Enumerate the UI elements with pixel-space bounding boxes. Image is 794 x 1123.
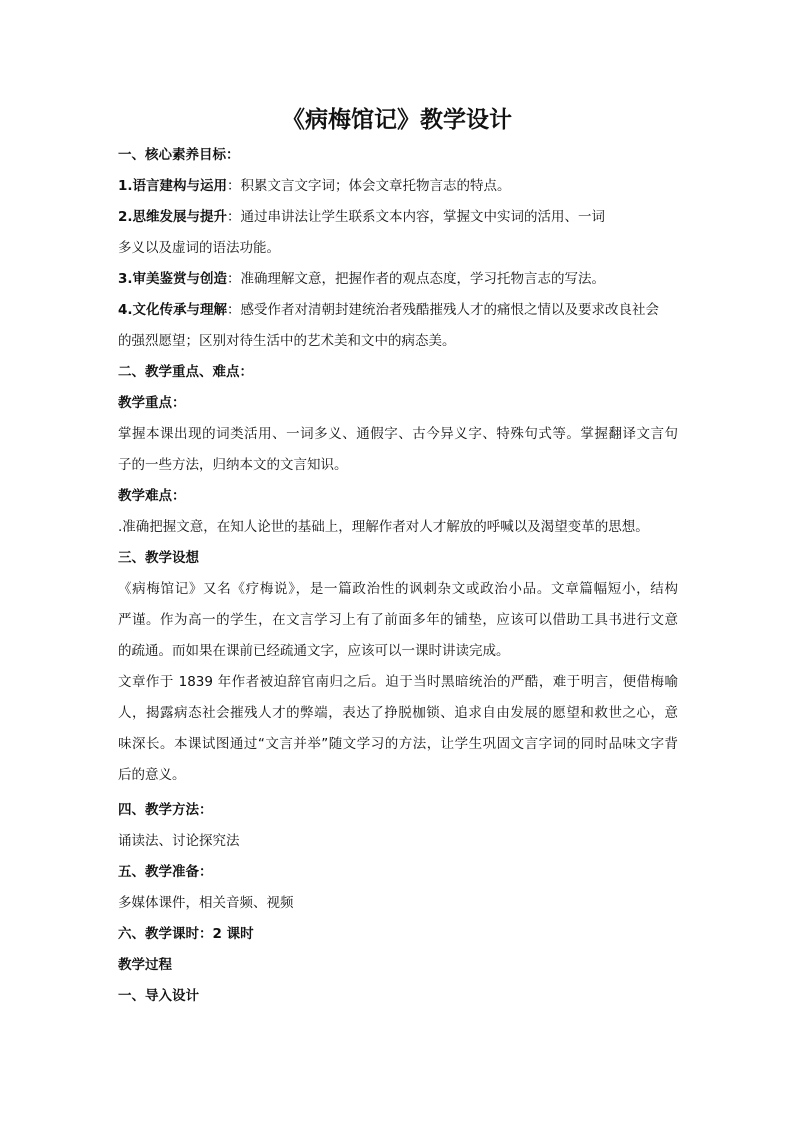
goal-2-label: 2.思维发展与提升 bbox=[118, 209, 228, 225]
goal-item-3 bbox=[118, 269, 605, 289]
key-points-text: 掌握本课出现的词类活用、一词多义、通假字、古今异义字、特殊句式等。掌握翻译文言句 bbox=[118, 426, 678, 442]
goal-1-text: ：积累文言文字词；体会文章托物言志的特点。 bbox=[227, 178, 511, 194]
concept-paragraph-2-line-3: 味深长。本课试图通过“文言并举”随文学习的方法，让学生巩固文言字词的同时品味文字背 bbox=[118, 736, 678, 752]
preparation-text: 多媒体课件，相关音频、视频 bbox=[118, 895, 294, 911]
goal-4-text-continued: 的强烈愿望；区别对待生活中的艺术美和文中的病态美。 bbox=[118, 333, 456, 349]
goal-2-text: ：通过串讲法让学生联系文本内容，掌握文中实词的活用、一词 bbox=[227, 209, 606, 225]
section-heading-preparation: 五、教学准备： bbox=[118, 864, 213, 880]
class-hours-label: 六、教学课时： bbox=[118, 926, 213, 942]
goal-2-text-continued: 多义以及虚词的语法功能。 bbox=[118, 240, 280, 256]
document-title: 《病梅馆记》教学设计 bbox=[282, 107, 512, 133]
goal-4-text: ：感受作者对清朝封建统治者残酷摧残人才的痛恨之情以及要求改良社会 bbox=[227, 302, 660, 318]
goal-4-label: 4.文化传承与理解 bbox=[118, 302, 228, 318]
class-hours-value: 2 课时 bbox=[212, 926, 254, 942]
concept-paragraph-2-line-4: 后的意义。 bbox=[118, 767, 186, 783]
goal-item-1 bbox=[118, 176, 511, 196]
section-heading-class-hours bbox=[118, 924, 254, 944]
key-points-heading: 教学重点： bbox=[118, 395, 186, 411]
key-points-text-continued: 子的一些方法，归纳本文的文言知识。 bbox=[118, 457, 348, 473]
goal-item-4 bbox=[118, 300, 659, 320]
concept-paragraph-1-line-3: 的疏通。而如果在课前已经疏通文字，应该可以一课时讲读完成。 bbox=[118, 643, 510, 659]
concept-paragraph-1-line-2: 严谨。作为高一的学生，在文言学习上有了前面多年的铺垫，应该可以借助工具书进行文意 bbox=[118, 612, 678, 628]
section-heading-concept: 三、教学设想 bbox=[118, 550, 199, 566]
goal-item-2 bbox=[118, 207, 605, 227]
methods-text: 诵读法、讨论探究法 bbox=[118, 833, 240, 849]
difficulty-heading: 教学难点： bbox=[118, 488, 186, 504]
concept-paragraph-2-line-2: 人，揭露病态社会摧残人才的弊端，表达了挣脱枷锁、追求自由发展的愿望和救世之心，意 bbox=[118, 705, 678, 721]
section-heading-goals: 一、核心素养目标： bbox=[118, 147, 240, 163]
goal-1-label: 1.语言建构与运用 bbox=[118, 178, 228, 194]
teaching-process-heading: 教学过程 bbox=[118, 957, 172, 973]
difficulty-text: .准确把握文意，在知人论世的基础上，理解作者对人才解放的呼喊以及渴望变革的思想。 bbox=[118, 519, 649, 535]
section-heading-key-points: 二、教学重点、难点： bbox=[118, 364, 253, 380]
goal-3-text: ：准确理解文意，把握作者的观点态度，学习托物言志的写法。 bbox=[227, 271, 606, 287]
concept-paragraph-1-line-1: 《病梅馆记》又名《疗梅说》，是一篇政治性的讽刺杂文或政治小品。文章篇幅短小，结构 bbox=[118, 581, 678, 597]
goal-3-label: 3.审美鉴赏与创造 bbox=[118, 271, 228, 287]
concept-paragraph-2-line-1: 文章作于 1839 年作者被迫辞官南归之后。迫于当时黑暗统治的严酷，难于明言，便借梅喻 bbox=[118, 674, 678, 690]
intro-design-heading: 一、导入设计 bbox=[118, 988, 199, 1004]
section-heading-methods: 四、教学方法： bbox=[118, 802, 213, 818]
